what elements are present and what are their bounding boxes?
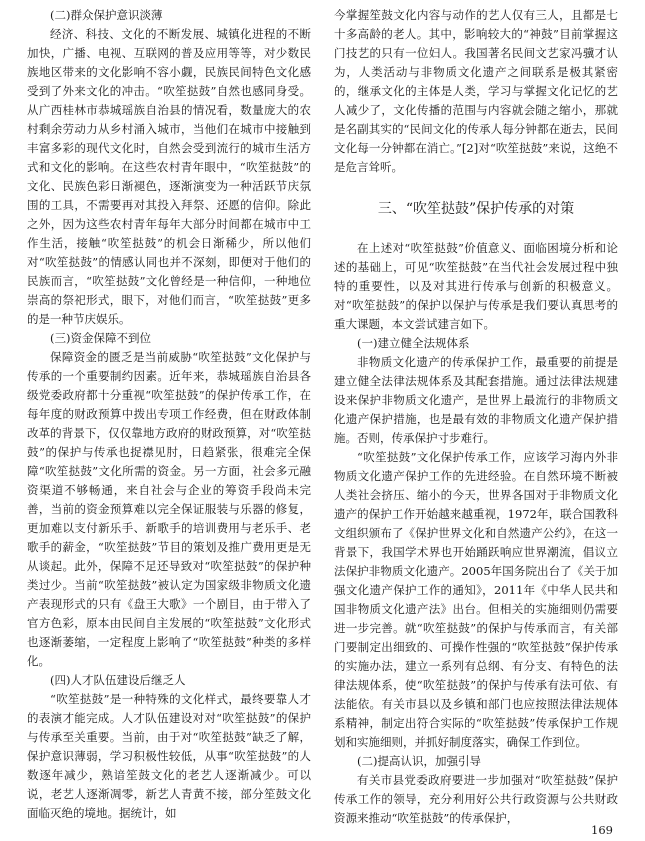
subsection-heading-funding: (三)资金保障不到位 xyxy=(50,331,151,345)
paragraph-awareness: 经济、科技、文化的不断发展、城镇化进程的不断加快，广播、电视、互联网的普及应用等等，对少数民族地区带来的文化影响不容小觑，民族民间特色文化感受到了外来文化的冲击。“吹笙挞鼓”自然也感同身受。从广西桂林市恭城瑶族自治县的情况看，数量庞大的农村剩余劳动力从乡村涌入城市，当他们在城市中接触到丰富多彩的现代文化时，自然会受到流行的城市生活方式和文化的影响。在这些农村青年眼中，“吹笙挞鼓”的文化、民族色彩日渐褪色，逐渐演变为一种活跃节庆氛围的工具，不需要再对其投入拜祭、还愿的信仰。除此之外，因为这些农村青年每年大部分时间都在城市中工作生活，接触“吹笙挞鼓”的机会日渐稀少，所以他们对“吹笙挞鼓”的情感认同也并不深刻，即便对于他们的民族而言，“吹笙挞鼓”文化曾经是一种信仰，一种地位崇高的祭祀形式，眼下，对他们而言，“吹笙挞鼓”更多的是一种节庆娱乐。 xyxy=(27,27,311,326)
left-column xyxy=(27,6,311,823)
section-heading-countermeasures: 三、“吹笙挞鼓”保护传承的对策 xyxy=(377,201,575,217)
paragraph-legal-a: 非物质文化遗产的传承保护工作，最重要的前提是建立健全法律法规体系及其配套措施。通过法律法规建设来保护非物质文化遗产，是世界上最流行的非物质文化遗产保护措施，也是最有效的非物质文化遗产保护措施。否则，传承保护寸步难行。 xyxy=(334,355,618,445)
subsection-heading-guidance: (二)提高认识，加强引导 xyxy=(357,754,481,768)
page-number: 169 xyxy=(591,823,613,837)
subsection-heading-awareness: (二)群众保护意识淡薄 xyxy=(50,8,163,22)
subsection-heading-talent: (四)人才队伍建设后继乏人 xyxy=(50,673,186,687)
paragraph-talent: “吹笙挞鼓”是一种特殊的文化样式，最终要靠人才的表演才能完成。人才队伍建设对对“吹笙挞鼓”的保护与传承至关重要。当前，由于对“吹笙挞鼓”缺乏了解，保护意识薄弱，学习积极性较低，从事“吹笙挞鼓”的人数逐年减少，熟谙笙鼓文化的老艺人逐渐减少。可以说，老艺人逐渐凋零，新艺人青黄不接，部分笙鼓文化面临灭绝的境地。据统计，如 xyxy=(27,692,311,820)
paragraph-continued: 今掌握笙鼓文化内容与动作的艺人仅有三人，且都是七十多高龄的老人。其中，影响较大的“神鼓”目前掌握这门技艺的只有一位妇人。我国著名民间文艺家冯骥才认为，人类活动与非物质文化遗产之间联系是极其紧密的，继承文化的主体是人类，学习与掌握文化记忆的艺人减少了，文化传播的范围与内容就会随之缩小，那就是名副其实的“民间文化的传承人每分钟都在逝去，民间文化每一分钟都在消亡。”[2]对“吹笙挞鼓”来说，这绝不是危言耸听。 xyxy=(334,8,618,174)
paragraph-legal-b: “吹笙挞鼓”文化保护传承工作，应该学习海内外非物质文化遗产保护工作的先进经验。在自然环境不断被人类社会挤压、缩小的今天，世界各国对于非物质文化遗产的保护工作开始越来越重视，1972年，联合国教科文组织颁布了《保护世界文化和自然遗产公约》，在这一背景下，我国学术界也开始踊跃响应世界潮流，倡议立法保护非物质文化遗产。2005年国务院出台了《关于加强文化遗产保护工作的通知》，2011年《中华人民共和国非物质文化遗产法》出台。但相关的实施细则仍需要进一步完善。就“吹笙挞鼓”的保护与传承而言，有关部门要制定出细致的、可操作性强的“吹笙挞鼓”保护传承的实施办法，建立一系列有总纲、有分支、有特色的法律法规体系，使“吹笙挞鼓”的保护与传承有法可依、有法能依。有关市县以及乡镇和部门也应按照法律法规体系精神，制定出符合实际的“吹笙挞鼓”传承保护工作规划和实施细则，并抓好制度落实，确保工作到位。 xyxy=(334,450,618,749)
paragraph-guidance: 有关市县党委政府要进一步加强对“吹笙挞鼓”保护传承工作的领导，充分利用好公共行政资源与公共财政资源来推动“吹笙挞鼓”的传承保护， xyxy=(334,773,618,825)
paragraph-funding: 保障资金的匮乏是当前威胁“吹笙挞鼓”文化保护与传承的一个重要制约因素。近年来，恭城瑶族自治县各级党委政府都十分重视“吹笙挞鼓”的保护传承工作，在每年度的财政预算中拨出专项工作经费，但在财政体制改革的背景下，仅仅靠地方政府的财政预算，对“吹笙挞鼓”的保护与传承也捉襟见肘，日趋紧张，很难完全保障“吹笙挞鼓”文化所需的资金。另一方面，社会多元融资渠道不够畅通，来自社会与企业的筹资手段尚未完善，当前的资金预算难以完全保证服装与乐器的修复，更加难以支付新乐手、新歌手的培训费用与老乐手、老歌手的薪金，“吹笙挞鼓”节目的策划及推广费用更是无从谈起。此外，保障不足还导致对“吹笙挞鼓”的保护种类过少。当前“吹笙挞鼓”被认定为国家级非物质文化遗产表现形式的只有《盘王大歌》一个剧目，由于带入了官方色彩，原本由民间自主发展的“吹笙挞鼓”文化形式也逐渐萎缩，一定程度上影响了“吹笙挞鼓”种类的多样化。 xyxy=(27,350,311,668)
subsection-heading-legal: (一)建立健全法规体系 xyxy=(357,336,470,350)
paragraph-section-intro: 在上述对“吹笙挞鼓”价值意义、面临困境分析和论述的基础上，可见“吹笙挞鼓”在当代社会发展过程中独特的重要性，以及对其进行传承与创新的积极意义。对“吹笙挞鼓”的保护以保护与传承是我们要认真思考的重大课题，本文尝试建言如下。 xyxy=(334,241,618,331)
right-column xyxy=(334,6,618,828)
